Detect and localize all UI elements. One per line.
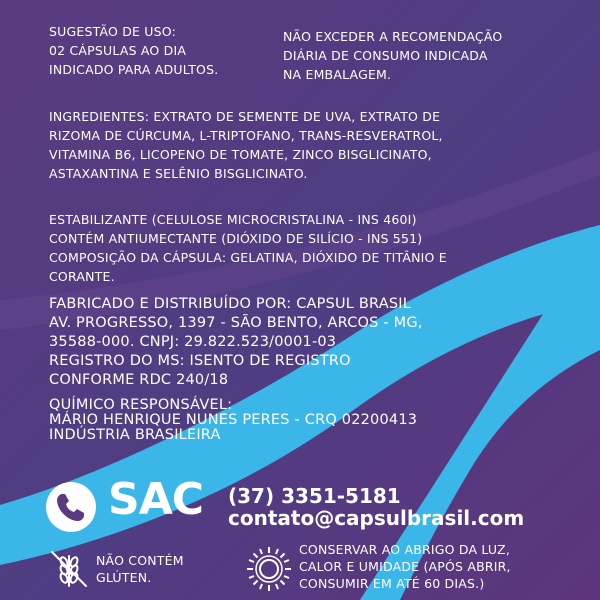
usage-line: INDICADO PARA ADULTOS.: [49, 62, 219, 77]
gluten-line: NÃO CONTÉM: [96, 553, 184, 568]
sac-email[interactable]: contato@capsulbrasil.com: [228, 506, 525, 530]
gluten-line: GLÚTEN.: [96, 570, 152, 585]
usage-line: 02 CÁPSULAS AO DIA: [49, 43, 187, 58]
manufacturer-line: AV. PROGRESSO, 1397 - SÃO BENTO, ARCOS - MG,: [49, 315, 423, 331]
ingredients-line: RIZOMA DE CÚRCUMA, L-TRIPTOFANO, TRANS-RESVERATROL,: [49, 128, 443, 143]
usage-title: SUGESTÃO DE USO:: [49, 24, 177, 39]
storage-line: CONSUMIR EM ATÉ 60 DIAS.): [299, 576, 485, 591]
sac-label: SAC: [108, 474, 204, 525]
warning-line: NÃO EXCEDER A RECOMENDAÇÃO: [283, 29, 503, 44]
warning-line: NA EMBALAGEM.: [283, 67, 392, 82]
chemist-title: QUÍMICO RESPONSÁVEL:: [49, 397, 233, 413]
manufacturer-section: [49, 295, 569, 390]
additives-section: [49, 210, 569, 286]
usage-section: [49, 22, 279, 79]
storage-notice: [299, 541, 589, 592]
additives-line: CONTÉM ANTIUMECTANTE (DIÓXIDO DE SILÍCIO - INS 551): [49, 231, 423, 246]
manufacturer-line: REGISTRO DO MS: ISENTO DE REGISTRO: [49, 353, 351, 369]
wheat-crossed-icon: [48, 548, 90, 590]
ingredients-line: INGREDIENTES: EXTRATO DE SEMENTE DE UVA, EXTRATO DE: [49, 109, 441, 124]
additives-line: CORANTE.: [49, 269, 115, 284]
warning-section: [283, 27, 583, 84]
ingredients-line: ASTAXANTINA E SELÊNIO BISGLICINATO.: [49, 166, 308, 181]
ingredients-line: VITAMINA B6, LICOPENO DE TOMATE, ZINCO BISGLICINATO,: [49, 147, 432, 162]
storage-line: CONSERVAR AO ABRIGO DA LUZ,: [299, 542, 510, 557]
phone-icon: [46, 482, 96, 532]
manufacturer-line: FABRICADO E DISTRIBUÍDO POR: CAPSUL BRASIL: [49, 296, 411, 312]
additives-line: COMPOSIÇÃO DA CÁPSULA: GELATINA, DIÓXIDO DE TITÂNIO E: [49, 250, 447, 265]
warning-line: DIÁRIA DE CONSUMO INDICADA: [283, 48, 488, 63]
sac-contact: [46, 474, 576, 530]
sun-icon: [244, 544, 294, 594]
chemist-name: MÁRIO HENRIQUE NUNES PERES - CRQ 02200413: [49, 412, 418, 428]
sac-phone-number[interactable]: (37) 3351-5181: [228, 484, 401, 508]
ingredients-section: [49, 107, 569, 183]
manufacturer-line: 35588-000. CNPJ: 29.822.523/0001-03: [49, 334, 337, 350]
manufacturer-line: CONFORME RDC 240/18: [49, 372, 229, 388]
gluten-free-notice: [96, 552, 236, 586]
additives-line: ESTABILIZANTE (CELULOSE MICROCRISTALINA - INS 460I): [49, 212, 417, 227]
origin-text: INDÚSTRIA BRASILEIRA: [49, 427, 221, 443]
storage-line: CALOR E UMIDADE (APÓS ABRIR,: [299, 559, 511, 574]
chemist-section: [49, 398, 569, 443]
